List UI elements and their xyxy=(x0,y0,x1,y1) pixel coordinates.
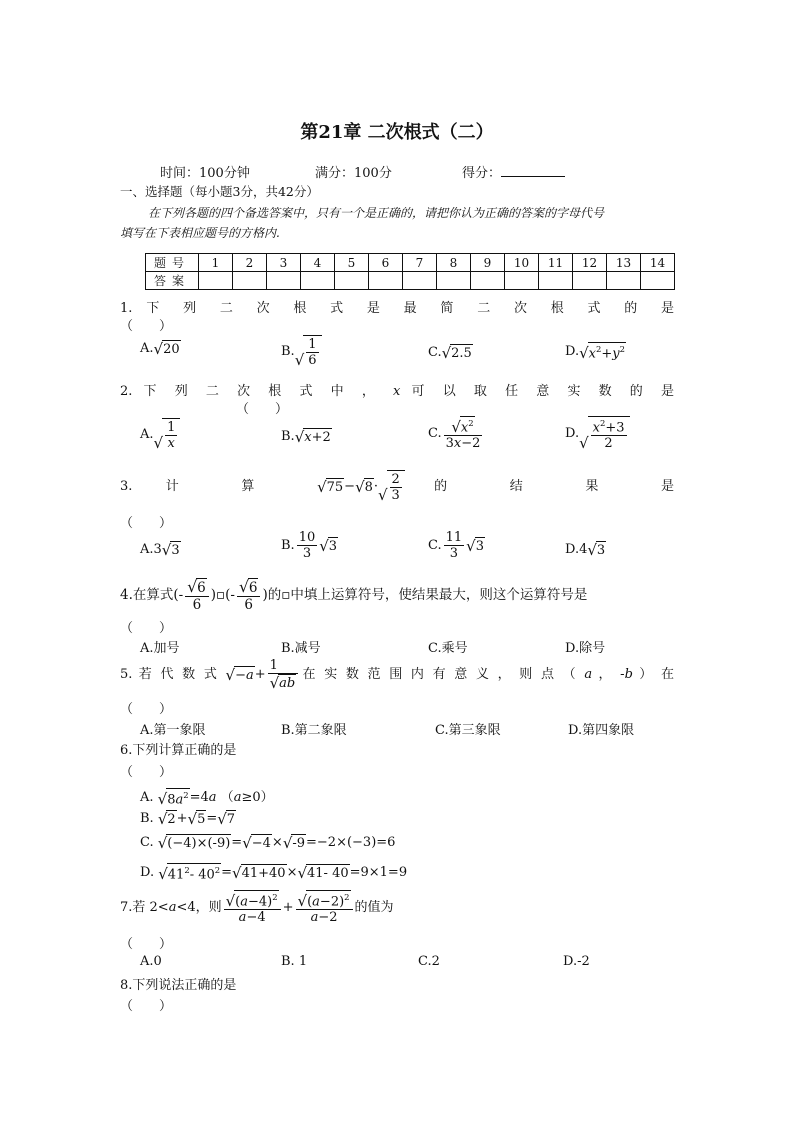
score-label-text: 得分： xyxy=(462,166,502,181)
answer-cell[interactable] xyxy=(403,272,437,290)
question-number-cell: 10 xyxy=(505,254,539,272)
square-root: √ 8 xyxy=(355,478,373,497)
square-root: √ $\frac{1}{6}$ xyxy=(295,335,322,368)
question-4-stem: 4.在算式(- √ 6 6 )▫(- √ 6 6 )的▫中填上运算符号，使结果最大，则这个运算符号是 xyxy=(120,578,588,613)
table-row-numbers xyxy=(146,254,675,272)
answer-paren: （ ） xyxy=(236,402,289,417)
option-c: C.乘号 xyxy=(428,641,468,656)
square-root: √ $\frac{x^2+3}{2}$ xyxy=(579,416,629,451)
question-number-cell: 5 xyxy=(335,254,369,272)
answer-cell[interactable] xyxy=(471,272,505,290)
answer-cell[interactable] xyxy=(437,272,471,290)
fraction: $\frac{x^2+3}{2}$ xyxy=(592,418,625,452)
question-number-cell: 14 xyxy=(641,254,675,272)
square-root: √ 6 xyxy=(187,578,206,597)
instructions-line-2: 填写在下表相应题号的方格内. xyxy=(120,226,280,240)
question-6-stem: 6.下列计算正确的是 xyxy=(120,743,237,758)
square-root: √ −4 xyxy=(242,834,271,853)
square-root: √ 75 xyxy=(317,478,344,497)
answer-paren: （ ） xyxy=(120,319,173,334)
question-5-stem: 5. 若 代 数 式 √ −a + 1 √ ab 在 实 数 范 围 内 有 意 义 ， 则 点 （ a ， -b ） 在 xyxy=(120,658,674,693)
square-root: √ $\frac{1}{x}$ xyxy=(154,418,181,451)
answer-cell[interactable] xyxy=(233,272,267,290)
square-root: √ (−4)×(-9) xyxy=(157,834,231,853)
question-number-cell: 8 xyxy=(437,254,471,272)
square-root: √ 6 xyxy=(238,578,258,597)
answer-cell[interactable] xyxy=(505,272,539,290)
answer-cell[interactable] xyxy=(199,272,233,290)
square-root: √ 3 xyxy=(319,537,338,556)
question-number-cell: 9 xyxy=(471,254,505,272)
row-label-answer: 答案 xyxy=(146,272,199,290)
option-a: A. √ 20 xyxy=(140,340,180,359)
fraction: √ $(a-4)^2$ a−4 xyxy=(224,890,281,925)
time-label: 时间：100分钟 xyxy=(160,166,250,181)
square-root: √ 2.5 xyxy=(441,344,472,363)
question-2-stem: 2. 下 列 二 次 根 式 中 ， x 可 以 取 任 意 实 数 的 是 xyxy=(120,384,674,399)
fraction: $\frac{1}{6}$ xyxy=(308,337,317,368)
option-c: C. √ 2.5 xyxy=(428,344,472,363)
option-a: A.3 √ 3 xyxy=(140,541,180,560)
section-heading: 一、选择题（每小题3分，共42分） xyxy=(120,184,319,199)
answer-paren: （ ） xyxy=(120,765,173,780)
question-3-stem: 3. 计 算 √ 75 − √ 8 · √ $\frac{2}{3}$ 的 结 果 是 xyxy=(120,472,674,505)
square-root: √ $41^2-$ $40^2$ xyxy=(158,865,221,884)
page-title: 第21章 二次根式（二） xyxy=(300,122,494,143)
answer-cell[interactable] xyxy=(607,272,641,290)
option-c: C. $\frac{11}{3}$ √ 3 xyxy=(428,530,484,561)
option-b: B.减号 xyxy=(281,641,321,656)
fraction: $\frac{11}{3}$ xyxy=(445,530,463,561)
question-7-stem: 7.若 2<a<4，则 √ $(a-4)^2$ a−4 + √ $(a-2)^2$ a−2 的值为 xyxy=(120,892,394,926)
fraction: $\frac{10}{3}$ xyxy=(298,530,316,561)
fraction: √ $(a-2)^2$ a−2 xyxy=(296,890,353,925)
option-a: A.0 xyxy=(140,954,162,969)
square-root: √ $\frac{2}{3}$ xyxy=(378,470,405,503)
fraction: $\frac{1}{x}$ xyxy=(167,420,176,451)
fraction: 1 √ ab xyxy=(268,658,299,691)
option-a: A. √ $8a^2$ =4a （a≥0） xyxy=(140,789,274,809)
option-d: D.第四象限 xyxy=(568,723,635,738)
question-number-cell: 2 xyxy=(233,254,267,272)
option-b: B. √ $\frac{1}{6}$ xyxy=(281,335,322,368)
answer-cell[interactable] xyxy=(267,272,301,290)
option-c: C. √ $x^2$ 3x−2 xyxy=(428,418,481,452)
question-number-cell: 1 xyxy=(199,254,233,272)
option-b: B. 1 xyxy=(281,954,308,969)
answer-paren: （ ） xyxy=(120,999,173,1014)
square-root: √ 7 xyxy=(217,810,236,829)
square-root: √ $(a-4)^2$ xyxy=(225,892,278,911)
option-b: B. $\frac{10}{3}$ √ 3 xyxy=(281,530,338,561)
answer-cell[interactable] xyxy=(539,272,573,290)
option-d: D.4 √ 3 xyxy=(565,541,606,560)
square-root: √ $x^2+y^2$ xyxy=(579,344,625,363)
question-number-cell: 11 xyxy=(539,254,573,272)
option-d: D. √ $41^2-$ $40^2$ = √ 41+40 × √ 41- 40 =9×1=9 xyxy=(140,864,408,884)
fraction: √ $x^2$ 3x−2 xyxy=(445,418,481,452)
square-root: √ $8a^2$ xyxy=(157,789,189,809)
question-number-cell: 12 xyxy=(573,254,607,272)
row-label-number: 题号 xyxy=(146,254,199,272)
square-root: √ 5 xyxy=(187,810,206,829)
answer-cell[interactable] xyxy=(335,272,369,290)
instructions-line-1: 在下列各题的四个备选答案中，只有一个是正确的，请把你认为正确的答案的字母代号 xyxy=(148,206,605,220)
answer-cell[interactable] xyxy=(301,272,335,290)
square-root: √ −a xyxy=(225,666,254,685)
option-b: B.第二象限 xyxy=(281,723,347,738)
answer-paren: （ ） xyxy=(120,621,173,636)
answer-cell[interactable] xyxy=(641,272,675,290)
question-1-stem: 1. 下 列 二 次 根 式 是 最 简 二 次 根 式 的 是 xyxy=(120,301,674,316)
answer-paren: （ ） xyxy=(120,937,173,952)
square-root: √ 41- 40 xyxy=(297,864,349,883)
option-a: A.加号 xyxy=(140,641,180,656)
option-c: C.2 xyxy=(418,954,440,969)
option-d: D. √ $\frac{x^2+3}{2}$ xyxy=(565,416,630,451)
fraction: $\frac{2}{3}$ xyxy=(391,472,400,503)
question-number-cell: 6 xyxy=(369,254,403,272)
option-d: D. √ $x^2+y^2$ xyxy=(565,344,625,363)
full-score-label: 满分：100分 xyxy=(315,166,392,181)
square-root: √ ab xyxy=(269,674,296,693)
answer-paren: （ ） xyxy=(120,516,173,531)
score-label xyxy=(462,162,565,181)
square-root: √ 3 xyxy=(587,541,606,560)
square-root: √ $(a-2)^2$ xyxy=(297,892,350,911)
score-blank[interactable] xyxy=(501,164,565,177)
option-a: A. √ $\frac{1}{x}$ xyxy=(140,418,180,451)
option-b: B. √ x+2 xyxy=(281,428,331,447)
fraction: √ 6 6 xyxy=(185,578,208,613)
question-number-cell: 13 xyxy=(607,254,641,272)
question-8-stem: 8.下列说法正确的是 xyxy=(120,978,237,993)
option-c: C.第三象限 xyxy=(435,723,501,738)
question-number-cell: 7 xyxy=(403,254,437,272)
square-root: √ 20 xyxy=(153,340,180,359)
fraction: √ 6 6 xyxy=(237,578,260,613)
option-d: D.-2 xyxy=(563,954,590,969)
answer-paren: （ ） xyxy=(120,702,173,717)
answer-table xyxy=(145,253,675,290)
square-root: √ 3 xyxy=(466,537,484,556)
square-root: √ 2 xyxy=(157,810,176,829)
answer-cell[interactable] xyxy=(573,272,607,290)
square-root: √ 3 xyxy=(161,541,180,560)
option-a: A.第一象限 xyxy=(140,723,206,738)
square-root: √ $x^2$ xyxy=(451,418,474,437)
square-root: √ -9 xyxy=(282,834,306,853)
answer-cell[interactable] xyxy=(369,272,403,290)
option-c: C. √ (−4)×(-9) = √ −4 × √ -9 =−2×(−3)=6 xyxy=(140,834,396,853)
option-d: D.除号 xyxy=(565,641,606,656)
question-number-cell: 3 xyxy=(267,254,301,272)
option-b: B. √ 2 + √ 5 = √ 7 xyxy=(140,810,236,829)
table-row-answers xyxy=(146,272,675,290)
square-root: √ x+2 xyxy=(294,428,331,447)
square-root: √ 41+40 xyxy=(232,864,286,883)
question-number-cell: 4 xyxy=(301,254,335,272)
